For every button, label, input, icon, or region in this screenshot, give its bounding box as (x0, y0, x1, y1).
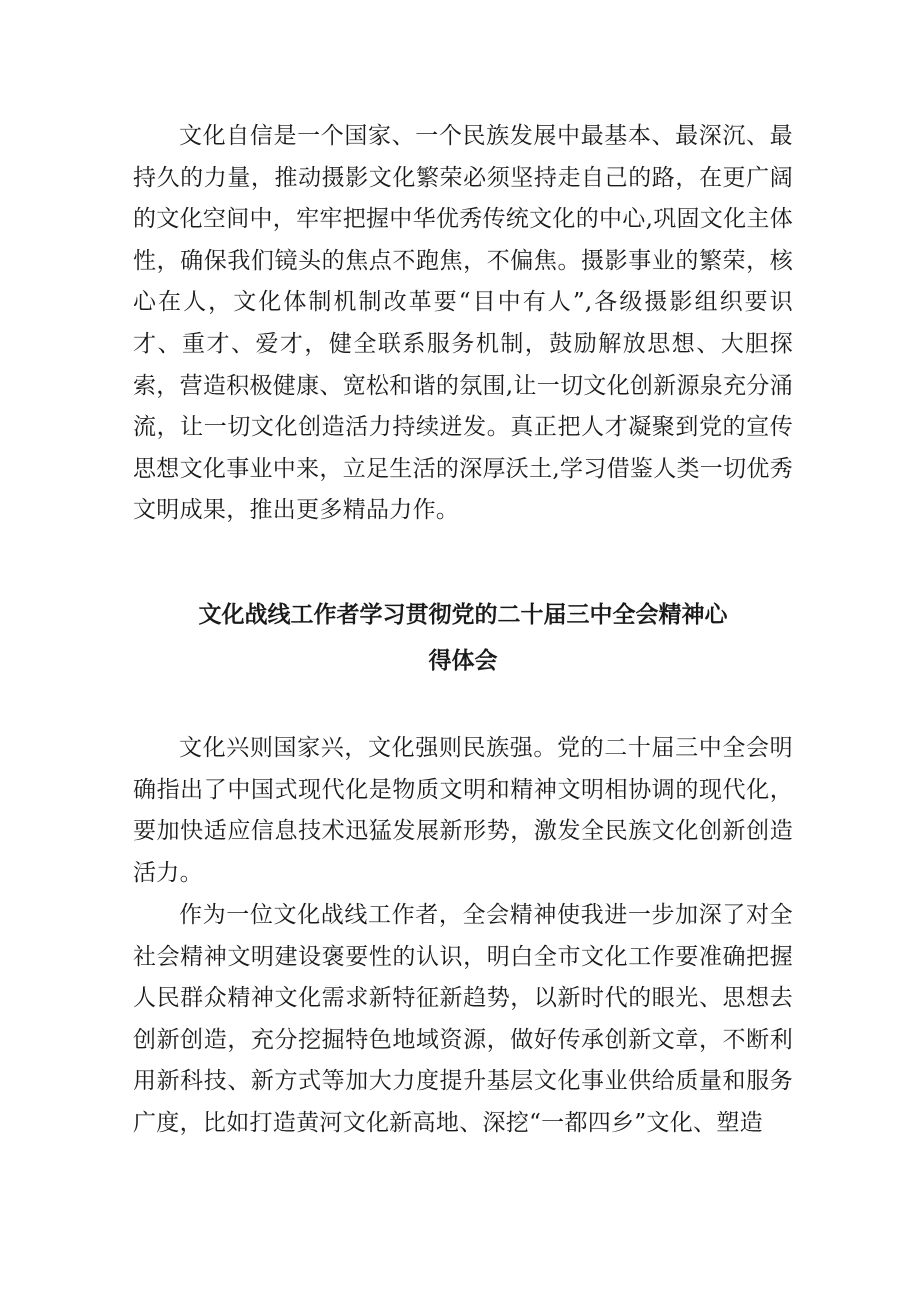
section-title (133, 592, 793, 684)
body-paragraph: 文化兴则国家兴，文化强则民族强。党的二十届三中全会明确指出了中国式现代化是物质文明和精神文明相协调的现代化，要加快适应信息技术迅猛发展新形势，激发全民族文化创新创造活力。 (133, 735, 793, 886)
section-title-line-2: 得体会 (428, 648, 498, 674)
body-paragraph: 文化自信是一个国家、一个民族发展中最基本、最深沉、最持久的力量，推动摄影文化繁荣必须坚持走自己的路，在更广阔的文化空间中，牢牢把握中华优秀传统文化的中心,巩固文化主体性，确保我们镜头的焦点不跑焦，不偏焦。摄影事业的繁荣，核心在人，文化体制机制改革要“目中有人”,各级摄影组织要识才、重才、爱才，健全联系服务机制，鼓励解放思想、大胆探索，营造积极健康、宽松和谐的氛围,让一切文化创新源泉充分涌流，让一切文化创造活力持续迸发。真正把人才凝聚到党的宣传思想文化事业中来，立足生活的深厚沃土,学习借鉴人类一切优秀文明成果，推出更多精品力作。 (133, 123, 794, 524)
section-title-line-1: 文化战线工作者学习贯彻党的二十届三中全会精神心 (198, 602, 728, 628)
body-paragraph: 作为一位文化战线工作者，全会精神使我进一步加深了对全社会精神文明建设褒要性的认识，明白全市文化工作要准确把握人民群众精神文化需求新特征新趋势，以新时代的眼光、思想去创新创造，充分挖掘特色地域资源，做好传承创新文章，不断利用新科技、新方式等加大力度提升基层文化事业供给质量和服务广度，比如打造黄河文化新高地、深挖“一都四乡”文化、塑造 (133, 902, 793, 1136)
